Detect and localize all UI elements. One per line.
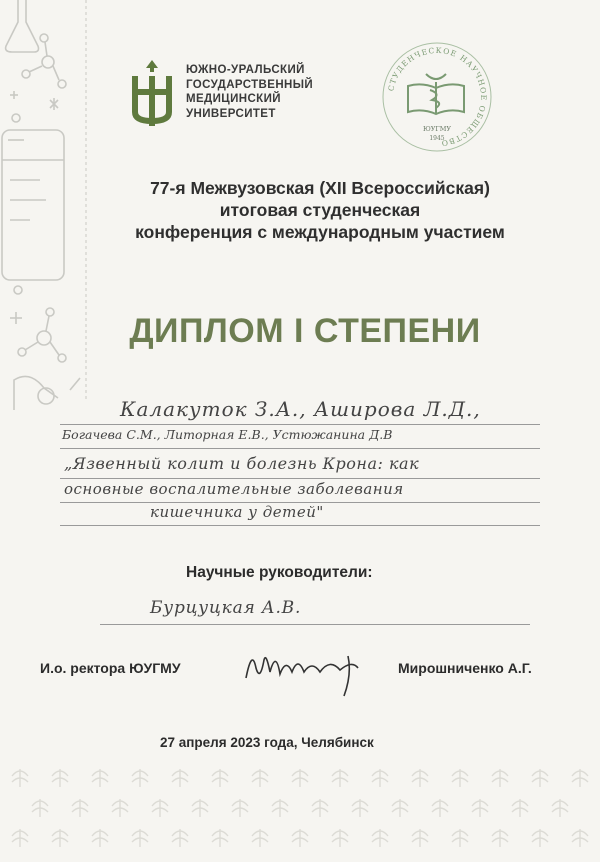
seal-abbr: ЮУГМУ [422, 125, 452, 133]
underline [100, 624, 530, 625]
university-name-line: ЮЖНО-УРАЛЬСКИЙ [186, 64, 305, 76]
underline [60, 525, 540, 526]
date-place: 27 апреля 2023 года, Челябинск [160, 735, 374, 750]
rector-label: И.о. ректора ЮУГМУ [40, 660, 181, 676]
rector-name: Мирошниченко А.Г. [398, 660, 532, 676]
rector-signature-icon [240, 638, 380, 698]
university-name [186, 63, 336, 121]
supervisors-names: Бурцуцкая А.В. [150, 598, 302, 618]
seal-year: 1945 [429, 135, 445, 142]
conference-title [90, 177, 550, 243]
underline [60, 478, 540, 479]
university-logo-icon [128, 58, 176, 130]
conference-line: итоговая студенческая [219, 200, 421, 220]
ornament-pattern-icon [0, 760, 600, 862]
authors-line-2: Богачева С.М., Литорная Е.В., Устюжанина Д.В [62, 427, 393, 442]
underline [60, 424, 540, 425]
topic-line-1: „Язвенный колит и болезнь Крона: как [64, 454, 420, 473]
topic-line-2: основные воспалительные заболевания [64, 480, 404, 498]
diploma-title: ДИПЛОМ I СТЕПЕНИ [129, 312, 481, 350]
underline [60, 448, 540, 449]
supervisors-label: Научные руководители: [186, 564, 373, 581]
conference-line: конференция с международным участием [135, 222, 505, 242]
university-name-line: УНИВЕРСИТЕТ [186, 107, 276, 120]
society-seal-icon [378, 38, 496, 156]
conference-line: 77-я Межвузовская (XII Всероссийская) [150, 178, 490, 198]
topic-line-3: кишечника у детей" [150, 503, 324, 521]
university-name-line: ГОСУДАРСТВЕННЫЙ [186, 78, 314, 91]
university-name-line: МЕДИЦИНСКИЙ [186, 93, 281, 105]
authors-line-1: Калакуток З.А., Аширова Л.Д., [120, 397, 481, 421]
seal-ring-text: СТУДЕНЧЕСКОЕ НАУЧНОЕ ОБЩЕСТВО [386, 45, 489, 148]
